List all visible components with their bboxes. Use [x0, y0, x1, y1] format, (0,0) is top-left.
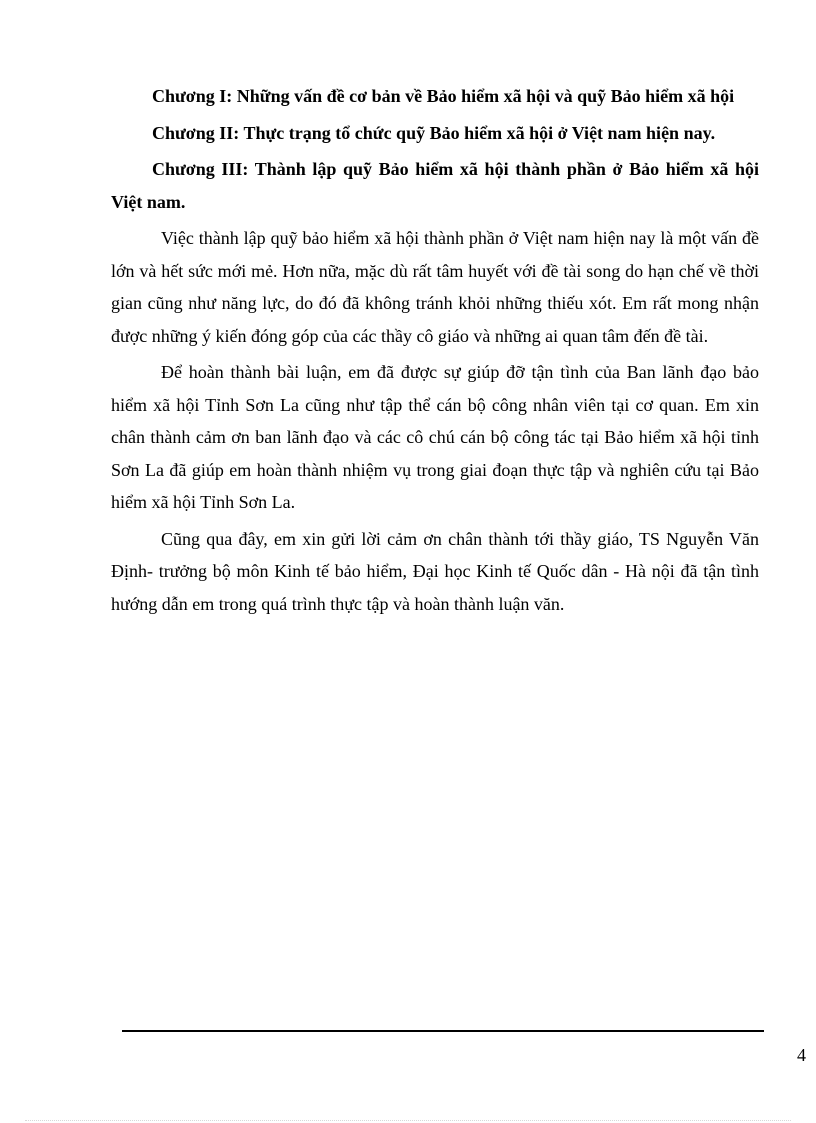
chapter-3-heading: Chương III: Thành lập quỹ Bảo hiểm xã hội thành phần ở Bảo hiểm xã hội Việt nam. [111, 159, 759, 212]
paragraph-thanks-advisor: Cũng qua đây, em xin gửi lời cảm ơn chân thành tới thầy giáo, TS Nguyễn Văn Định- trưởng bộ môn Kinh tế bảo hiểm, Đại học Kinh tế Quốc dân - Hà nội đã tận tình hướng dẫn em trong quá trình thực tập và hoàn thành luận văn. [111, 528, 759, 614]
page-bottom-divider [25, 1120, 791, 1121]
paragraph-thanks-agency: Để hoàn thành bài luận, em đã được sự giúp đỡ tận tình của Ban lãnh đạo bảo hiểm xã hội Tỉnh Sơn La cũng như tập thể cán bộ công nhân viên tại cơ quan. Em xin chân thành cảm ơn ban lãnh đạo và các cô chú cán bộ công tác tại Bảo hiểm xã hội tỉnh Sơn La đã giúp em hoàn thành nhiệm vụ trong giai đoạn thực tập và nghiên cứu tại Bảo hiểm xã hội Tỉnh Sơn La. [111, 362, 759, 512]
document-body [111, 80, 759, 624]
chapter-2-heading: Chương II: Thực trạng tổ chức quỹ Bảo hiểm xã hội ở Việt nam hiện nay. [152, 122, 716, 143]
chapter-1-heading: Chương I: Những vấn đề cơ bản về Bảo hiểm xã hội và quỹ Bảo hiểm xã hội [152, 86, 735, 106]
footer-rule [122, 1030, 764, 1032]
page-number: 4 [797, 1045, 806, 1065]
paragraph-intro: Việc thành lập quỹ bảo hiểm xã hội thành phần ở Việt nam hiện nay là một vấn đề lớn và hết sức mới mẻ. Hơn nữa, mặc dù rất tâm huyết với đề tài song do hạn chế về thời gian cũng như năng lực, do đó đã không tránh khỏi những thiếu xót. Em rất mong nhận được những ý kiến đóng góp của các thầy cô giáo và những ai quan tâm đến đề tài. [111, 228, 759, 346]
